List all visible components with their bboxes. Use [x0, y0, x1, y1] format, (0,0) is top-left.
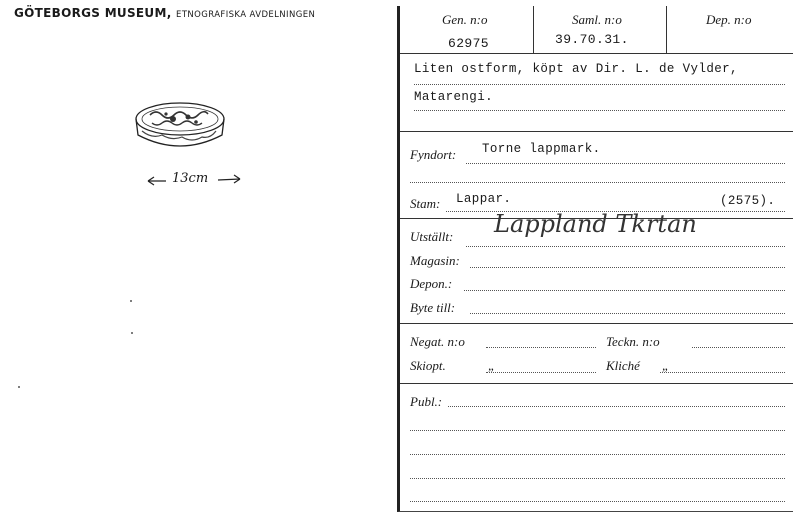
stam-value: Lappar.	[456, 192, 512, 206]
publ-label: Publ.:	[410, 394, 443, 409]
dotted-rule	[486, 347, 596, 348]
speck	[131, 332, 133, 334]
speck	[18, 386, 20, 388]
dotted-rule	[410, 501, 785, 502]
utstallt-handwritten: Lappland Tkrtan	[494, 210, 697, 238]
magasin-label: Magasin:	[410, 253, 460, 268]
dotted-rule	[410, 182, 785, 183]
divider	[400, 131, 793, 132]
dotted-rule	[464, 290, 785, 291]
dotted-rule	[470, 313, 785, 314]
dotted-rule	[414, 110, 785, 111]
dotted-rule	[692, 347, 785, 348]
description-line-2: Matarengi.	[414, 90, 494, 104]
description-line-1: Liten ostform, köpt av Dir. L. de Vylder,	[414, 62, 738, 76]
museum-header	[14, 6, 315, 20]
negat-label: Negat. n:o	[410, 334, 465, 349]
skiopt-ditto: „	[488, 358, 496, 373]
stam-label: Stam:	[410, 196, 441, 211]
dotted-rule	[486, 372, 596, 373]
utstallt-label: Utställt:	[410, 229, 454, 244]
kliche-label: Kliché	[606, 358, 640, 373]
divider	[400, 383, 793, 384]
divider	[400, 323, 793, 324]
depon-label: Depon.:	[410, 276, 453, 291]
gen-value: 62975	[448, 36, 490, 51]
dep-label: Dep. n:o	[706, 12, 752, 27]
dotted-rule	[414, 84, 785, 85]
dotted-rule	[660, 372, 785, 373]
catalog-card	[397, 6, 793, 512]
fyndort-value: Torne lappmark.	[482, 142, 601, 156]
column-divider	[533, 6, 534, 53]
saml-label: Saml. n:o	[572, 12, 622, 27]
dotted-rule	[410, 430, 785, 431]
dotted-rule	[466, 246, 785, 247]
department-name: ETNOGRAFISKA AVDELNINGEN	[176, 10, 316, 20]
byte-label: Byte till:	[410, 300, 456, 315]
speck	[130, 300, 132, 302]
museum-name: GÖTEBORGS MUSEUM,	[14, 6, 172, 20]
saml-value: 39.70.31.	[555, 32, 629, 47]
dotted-rule	[448, 406, 785, 407]
divider	[400, 53, 793, 54]
gen-label: Gen. n:o	[442, 12, 488, 27]
column-divider	[666, 6, 667, 53]
teckn-label: Teckn. n:o	[606, 334, 660, 349]
fyndort-label: Fyndort:	[410, 147, 457, 162]
dotted-rule	[410, 478, 785, 479]
dotted-rule	[466, 163, 785, 164]
skiopt-label: Skiopt.	[410, 358, 446, 373]
stam-reference: (2575).	[720, 194, 776, 208]
scale-label: 13cm	[172, 171, 209, 186]
kliche-ditto: „	[662, 358, 670, 373]
scale-annotation	[146, 171, 246, 196]
dotted-rule	[410, 454, 785, 455]
dotted-rule	[470, 267, 785, 268]
